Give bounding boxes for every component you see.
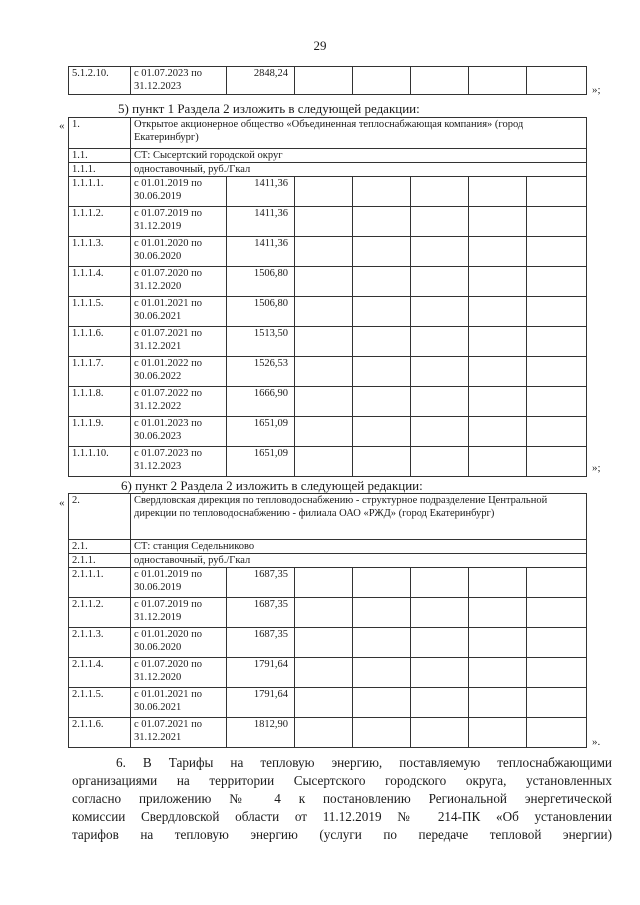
empty-cell [469, 207, 527, 237]
row-value: 1666,90 [227, 387, 295, 417]
empty-cell [353, 327, 411, 357]
row-period [131, 177, 227, 207]
empty-cell [295, 417, 353, 447]
org-code: 2. [69, 494, 131, 540]
row-period [131, 267, 227, 297]
row-code: 1.1.1.2. [69, 207, 131, 237]
district-name: СТ: Сысертский городской округ [131, 149, 587, 163]
empty-cell [469, 628, 527, 658]
empty-cell [469, 357, 527, 387]
empty-cell [295, 628, 353, 658]
rate-code: 2.1.1. [69, 554, 131, 568]
row-value: 1411,36 [227, 177, 295, 207]
empty-cell [353, 387, 411, 417]
empty-cell [527, 568, 587, 598]
empty-cell [295, 688, 353, 718]
period-end: 31.12.2019 [134, 612, 182, 623]
period-start: с 01.07.2020 по [134, 659, 203, 670]
empty-cell [411, 177, 469, 207]
table-row [69, 568, 587, 598]
period-start: с 01.07.2019 по [134, 208, 203, 219]
district-code: 2.1. [69, 540, 131, 554]
empty-cell [411, 207, 469, 237]
period-end: 30.06.2020 [134, 251, 182, 262]
period-end: 31.12.2019 [134, 221, 182, 232]
empty-cell [295, 267, 353, 297]
empty-cell [295, 447, 353, 477]
period-start: с 01.07.2021 по [134, 719, 203, 730]
table-row [69, 540, 587, 554]
empty-cell [411, 327, 469, 357]
row-period [131, 568, 227, 598]
empty-cell [411, 447, 469, 477]
row-code: 1.1.1.7. [69, 357, 131, 387]
district-name: СТ: станция Седельниково [131, 540, 587, 554]
empty-cell [295, 718, 353, 748]
empty-cell [353, 688, 411, 718]
row-period [131, 207, 227, 237]
period-start: с 01.07.2023 по [134, 448, 203, 459]
tariff-table-section-5 [68, 117, 587, 477]
row-code: 1.1.1.1. [69, 177, 131, 207]
org-name: Открытое акционерное общество «Объединенная теплоснабжающая компания» (город Екатеринбург) [131, 118, 587, 149]
row-period [131, 327, 227, 357]
period-start: с 01.07.2022 по [134, 388, 203, 399]
row-code: 2.1.1.4. [69, 658, 131, 688]
section-heading: 6) пункт 2 Раздела 2 изложить в следующей редакции: [121, 478, 423, 493]
empty-cell [527, 688, 587, 718]
row-value: 1411,36 [227, 207, 295, 237]
row-value: 1687,35 [227, 568, 295, 598]
row-code: 5.1.2.10. [69, 67, 131, 95]
empty-cell [353, 718, 411, 748]
row-value: 1651,09 [227, 447, 295, 477]
empty-cell [469, 417, 527, 447]
period-end: 31.12.2021 [134, 732, 182, 743]
row-code: 2.1.1.1. [69, 568, 131, 598]
empty-cell [527, 207, 587, 237]
empty-cell [411, 718, 469, 748]
empty-cell [527, 357, 587, 387]
empty-cell [295, 207, 353, 237]
paragraph-line: 6. В Тарифы на тепловую энергию, поставляемую теплоснабжающими [116, 755, 612, 770]
table-row [69, 658, 587, 688]
empty-cell [295, 177, 353, 207]
table-row [69, 628, 587, 658]
empty-cell [295, 237, 353, 267]
empty-cell [527, 177, 587, 207]
paragraph-line: комиссии Свердловской области от 11.12.2019 № 214-ПК «Об установлении [72, 809, 612, 824]
row-period [131, 628, 227, 658]
row-code: 1.1.1.6. [69, 327, 131, 357]
close-quote-mark: ». [592, 736, 601, 748]
row-period [131, 417, 227, 447]
empty-cell [353, 447, 411, 477]
empty-cell [295, 327, 353, 357]
paragraph-line: тарифов на тепловую энергию (услуги по передаче тепловой энергии) [72, 827, 612, 842]
empty-cell [295, 357, 353, 387]
row-code: 1.1.1.4. [69, 267, 131, 297]
table-row [69, 688, 587, 718]
empty-cell [411, 688, 469, 718]
empty-cell [527, 447, 587, 477]
table-row [69, 297, 587, 327]
table-row [69, 554, 587, 568]
period-end: 30.06.2021 [134, 311, 182, 322]
table-row [69, 67, 587, 95]
empty-cell [469, 177, 527, 207]
empty-cell [353, 67, 411, 95]
table-row [69, 149, 587, 163]
period-start: с 01.01.2019 по [134, 178, 203, 189]
table-row [69, 163, 587, 177]
empty-cell [469, 327, 527, 357]
row-period [131, 688, 227, 718]
period-end: 30.06.2022 [134, 371, 182, 382]
table-row [69, 357, 587, 387]
period-start: с 01.07.2019 по [134, 599, 203, 610]
row-code: 1.1.1.5. [69, 297, 131, 327]
period-end: 31.12.2022 [134, 401, 182, 412]
row-value: 1687,35 [227, 628, 295, 658]
row-value: 1506,80 [227, 267, 295, 297]
section-heading: 5) пункт 1 Раздела 2 изложить в следующей редакции: [118, 101, 420, 116]
empty-cell [411, 658, 469, 688]
table-row [69, 718, 587, 748]
row-code: 1.1.1.8. [69, 387, 131, 417]
empty-cell [469, 718, 527, 748]
row-period [131, 598, 227, 628]
empty-cell [295, 658, 353, 688]
row-value: 1651,09 [227, 417, 295, 447]
empty-cell [411, 417, 469, 447]
period-end: 31.12.2023 [134, 461, 182, 472]
period-end: 30.06.2019 [134, 191, 182, 202]
empty-cell [411, 267, 469, 297]
empty-cell [469, 267, 527, 297]
paragraph-6 [72, 754, 612, 844]
empty-cell [353, 628, 411, 658]
empty-cell [353, 207, 411, 237]
empty-cell [353, 297, 411, 327]
row-code: 1.1.1.10. [69, 447, 131, 477]
period-end: 31.12.2021 [134, 341, 182, 352]
row-code: 2.1.1.6. [69, 718, 131, 748]
period-start: с 01.01.2021 по [134, 689, 203, 700]
empty-cell [527, 237, 587, 267]
table-row [69, 207, 587, 237]
empty-cell [295, 598, 353, 628]
period-end: 30.06.2019 [134, 582, 182, 593]
empty-cell [469, 658, 527, 688]
row-value: 1812,90 [227, 718, 295, 748]
row-value: 1411,36 [227, 237, 295, 267]
row-period [131, 447, 227, 477]
row-period [131, 67, 227, 95]
row-value: 1506,80 [227, 297, 295, 327]
empty-cell [353, 568, 411, 598]
empty-cell [469, 387, 527, 417]
empty-cell [353, 357, 411, 387]
row-value: 2848,24 [227, 67, 295, 95]
period-end: 31.12.2023 [134, 81, 182, 92]
close-quote-mark: »; [592, 84, 601, 96]
table-row [69, 598, 587, 628]
table-row [69, 417, 587, 447]
empty-cell [411, 357, 469, 387]
paragraph-line: согласно приложению № 4 к постановлению Региональной энергетической [72, 791, 612, 806]
empty-cell [411, 67, 469, 95]
row-period [131, 357, 227, 387]
row-period [131, 387, 227, 417]
row-value: 1513,50 [227, 327, 295, 357]
row-period [131, 658, 227, 688]
rate-name: одноставочный, руб./Гкал [131, 163, 587, 177]
empty-cell [411, 297, 469, 327]
row-code: 1.1.1.3. [69, 237, 131, 267]
empty-cell [353, 658, 411, 688]
empty-cell [469, 688, 527, 718]
open-quote-mark: « [59, 497, 65, 509]
row-value: 1791,64 [227, 658, 295, 688]
period-start: с 01.07.2021 по [134, 328, 203, 339]
rate-name: одноставочный, руб./Гкал [131, 554, 587, 568]
empty-cell [295, 67, 353, 95]
empty-cell [527, 327, 587, 357]
empty-cell [411, 598, 469, 628]
empty-cell [411, 568, 469, 598]
table-row [69, 387, 587, 417]
empty-cell [527, 628, 587, 658]
empty-cell [527, 718, 587, 748]
empty-cell [527, 297, 587, 327]
empty-cell [295, 387, 353, 417]
table-row [69, 177, 587, 207]
empty-cell [353, 417, 411, 447]
row-value: 1687,35 [227, 598, 295, 628]
period-end: 31.12.2020 [134, 281, 182, 292]
rate-code: 1.1.1. [69, 163, 131, 177]
row-value: 1791,64 [227, 688, 295, 718]
period-start: с 01.07.2020 по [134, 268, 203, 279]
empty-cell [469, 297, 527, 327]
period-start: с 01.01.2020 по [134, 629, 203, 640]
open-quote-mark: « [59, 120, 65, 132]
row-period [131, 297, 227, 327]
empty-cell [353, 267, 411, 297]
empty-cell [527, 387, 587, 417]
empty-cell [411, 387, 469, 417]
row-code: 2.1.1.5. [69, 688, 131, 718]
period-end: 30.06.2020 [134, 642, 182, 653]
row-period [131, 718, 227, 748]
period-start: с 01.01.2022 по [134, 358, 203, 369]
empty-cell [469, 67, 527, 95]
period-start: с 01.07.2023 по [134, 68, 203, 79]
empty-cell [353, 177, 411, 207]
empty-cell [469, 447, 527, 477]
table-row [69, 237, 587, 267]
empty-cell [527, 598, 587, 628]
empty-cell [527, 417, 587, 447]
empty-cell [469, 237, 527, 267]
row-value: 1526,53 [227, 357, 295, 387]
period-start: с 01.01.2021 по [134, 298, 203, 309]
period-start: с 01.01.2019 по [134, 569, 203, 580]
empty-cell [411, 628, 469, 658]
tariff-table-section-6 [68, 493, 587, 748]
empty-cell [469, 598, 527, 628]
empty-cell [295, 297, 353, 327]
page-number: 29 [313, 38, 327, 53]
close-quote-mark: »; [592, 462, 601, 474]
org-name: Свердловская дирекция по тепловодоснабжению - структурное подразделение Центральной дирекции по тепловодоснабжению - филиала ОАО «РЖД» (город Екатеринбург) [131, 494, 587, 540]
table-row [69, 327, 587, 357]
table-row [69, 494, 587, 540]
empty-cell [353, 598, 411, 628]
row-code: 2.1.1.2. [69, 598, 131, 628]
row-code: 1.1.1.9. [69, 417, 131, 447]
period-start: с 01.01.2023 по [134, 418, 203, 429]
empty-cell [527, 67, 587, 95]
empty-cell [527, 658, 587, 688]
period-end: 30.06.2021 [134, 702, 182, 713]
empty-cell [469, 568, 527, 598]
period-end: 30.06.2023 [134, 431, 182, 442]
empty-cell [411, 237, 469, 267]
district-code: 1.1. [69, 149, 131, 163]
org-code: 1. [69, 118, 131, 149]
empty-cell [353, 237, 411, 267]
period-end: 31.12.2020 [134, 672, 182, 683]
row-period [131, 237, 227, 267]
row-code: 2.1.1.3. [69, 628, 131, 658]
table-row [69, 118, 587, 149]
table-row [69, 267, 587, 297]
empty-cell [527, 267, 587, 297]
period-start: с 01.01.2020 по [134, 238, 203, 249]
paragraph-line: организациями на территории Сысертского городского округа, установленных [72, 773, 612, 788]
table-row [69, 447, 587, 477]
empty-cell [295, 568, 353, 598]
tariff-table-continuation [68, 66, 587, 95]
